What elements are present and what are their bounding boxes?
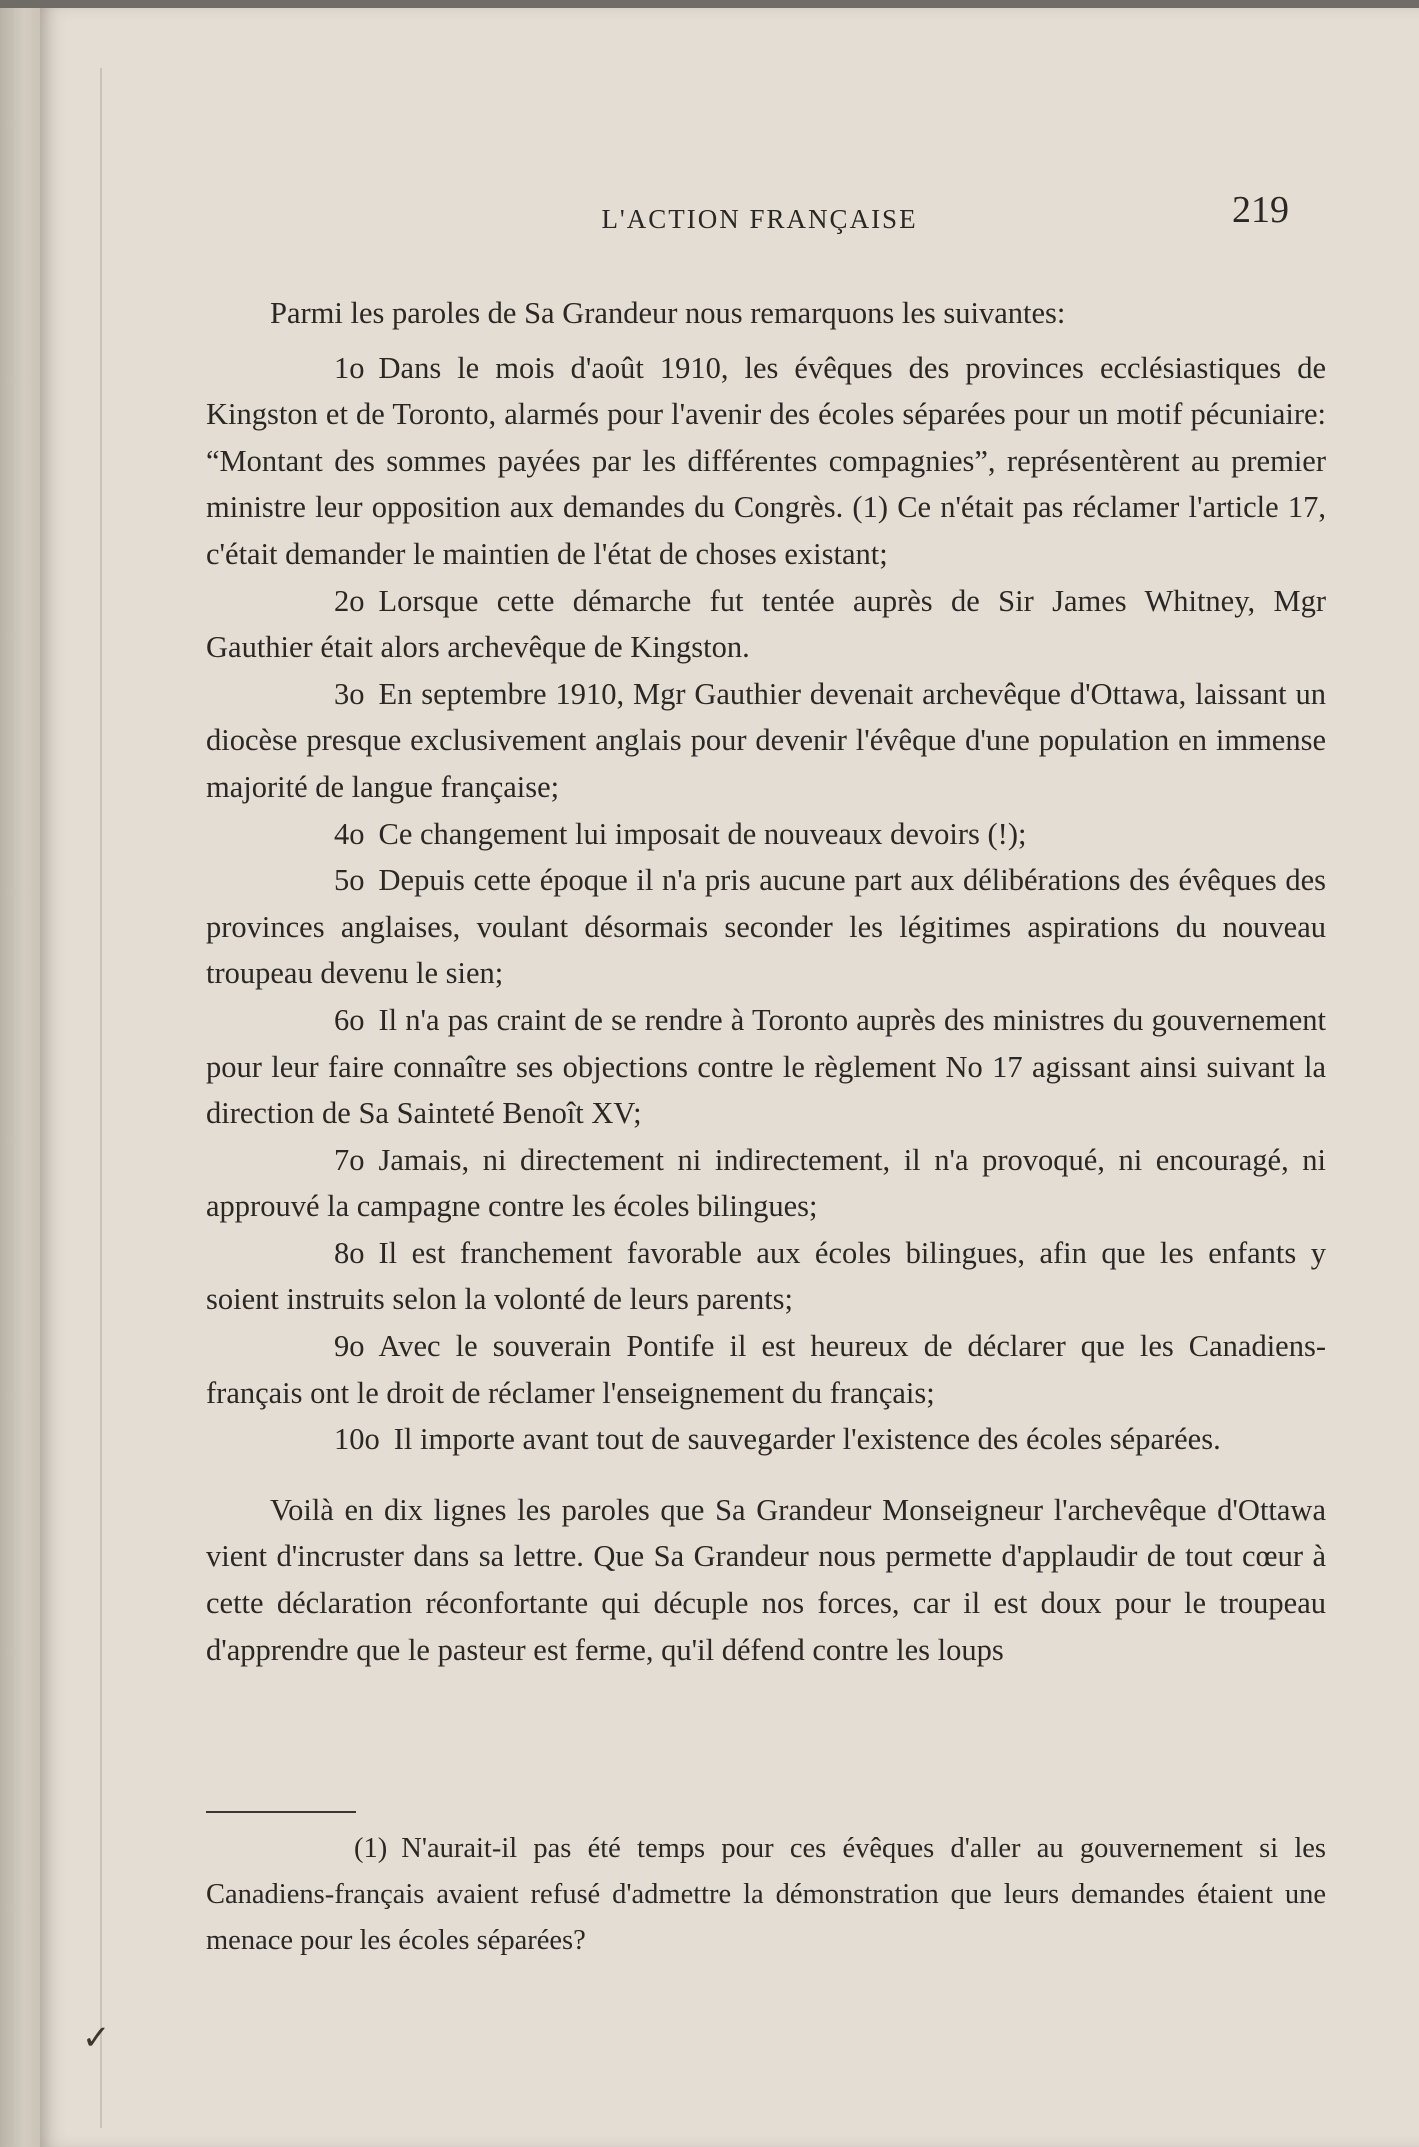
pencil-mark: ✓ <box>82 2020 111 2057</box>
book-page <box>40 8 1419 2147</box>
book-binding-edge <box>0 8 40 2147</box>
running-head: L'ACTION FRANÇAISE <box>601 204 918 234</box>
list-item-number: 10o <box>334 1422 380 1457</box>
list-item-text: Dans le mois d'août 1910, les évêques des provinces ecclésiastiques de Kingston et de Toronto, alarmés pour l'avenir des écoles séparées pour un motif pécuniaire: “Montant des sommes payées par les différentes compagnies”, représentèrent au premier ministre leur opposition aux demandes du Congrès. (1) Ce n'était pas réclamer l'article 17, c'était demander le maintien de l'état de choses existant; <box>206 350 1326 571</box>
footnote-text: N'aurait-il pas été temps pour ces évêques d'aller au gouvernement si les Canadiens-français avaient refusé d'admettre la démonstration que leurs demandes étaient une menace pour les écoles séparées? <box>206 1833 1326 1956</box>
book-top-edge <box>0 0 1419 8</box>
page-body <box>206 290 1326 1673</box>
list-item-text: Il est franchement favorable aux écoles bilingues, afin que les enfants y soient instruits selon la volonté de leurs parents; <box>206 1235 1326 1317</box>
list-item-text: Avec le souverain Pontife il est heureux de déclarer que les Canadiens-français ont le droit de réclamer l'enseignement du français; <box>206 1329 1326 1410</box>
page-number: 219 <box>1232 189 1289 231</box>
list-item-text: En septembre 1910, Mgr Gauthier devenait archevêque d'Ottawa, laissant un diocèse presque exclusivement anglais pour devenir l'évêque d'une population en immense majorité de langue française; <box>206 676 1326 804</box>
footnote-rule <box>206 1811 356 1813</box>
list-item-text: Il n'a pas craint de se rendre à Toronto auprès des ministres du gouvernement pour leur faire connaître ses objections contre le règlement No 17 agissant ainsi suivant la direction de Sa Sainteté Benoît XV; <box>206 1002 1326 1131</box>
list-item <box>206 578 1326 671</box>
list-item-number: 5o <box>334 863 365 898</box>
conclusion-paragraph: Voilà en dix lignes les paroles que Sa Grandeur Monseigneur l'archevêque d'Ottawa vient d'incruster dans sa lettre. Que Sa Grandeur nous permette d'applaudir de tout cœur à cette déclaration réconfortante qui décuple nos forces, car il est doux pour le troupeau d'apprendre que le pasteur est ferme, qu'il défend contre les loups <box>206 1492 1326 1667</box>
footnote-marker: (1) <box>354 1833 388 1864</box>
list-item-text: Lorsque cette démarche fut tentée auprès de Sir James Whitney, Mgr Gauthier était alors archevêque de Kingston. <box>206 583 1326 665</box>
list-item-number: 7o <box>334 1142 365 1177</box>
list-item <box>206 671 1326 811</box>
list-item <box>206 1323 1326 1416</box>
gutter-shadow-line <box>100 68 102 2128</box>
list-item-number: 1o <box>334 350 365 385</box>
list-item-text: Jamais, ni directement ni indirectement, il n'a provoqué, ni encouragé, ni approuvé la campagne contre les écoles bilingues; <box>206 1142 1326 1224</box>
list-item-text: Il importe avant tout de sauvegarder l'existence des écoles séparées. <box>393 1422 1221 1457</box>
list-item-number: 4o <box>334 816 365 851</box>
list-item <box>206 997 1326 1137</box>
list-item-text: Ce changement lui imposait de nouveaux devoirs (!); <box>378 816 1027 851</box>
list-item-text: Depuis cette époque il n'a pris aucune part aux délibérations des évêques des provinces anglaises, voulant désormais seconder les légitimes aspirations du nouveau troupeau devenu le sien; <box>206 863 1326 991</box>
list-item <box>206 1230 1326 1323</box>
list-item <box>206 811 1326 858</box>
intro-paragraph: Parmi les paroles de Sa Grandeur nous remarquons les suivantes: <box>270 296 1066 330</box>
list-item <box>206 1137 1326 1230</box>
footnote-paragraph <box>206 1826 1326 1964</box>
list-item <box>206 345 1326 578</box>
page-header <box>100 188 1359 248</box>
footnote <box>206 1826 1326 1964</box>
list-item <box>206 1416 1326 1463</box>
list-item-number: 6o <box>334 1002 365 1037</box>
list-item-number: 2o <box>334 583 365 618</box>
list-item-number: 9o <box>334 1329 365 1364</box>
list-item-number: 8o <box>334 1235 365 1270</box>
list-item-number: 3o <box>334 676 365 711</box>
list-item <box>206 857 1326 997</box>
